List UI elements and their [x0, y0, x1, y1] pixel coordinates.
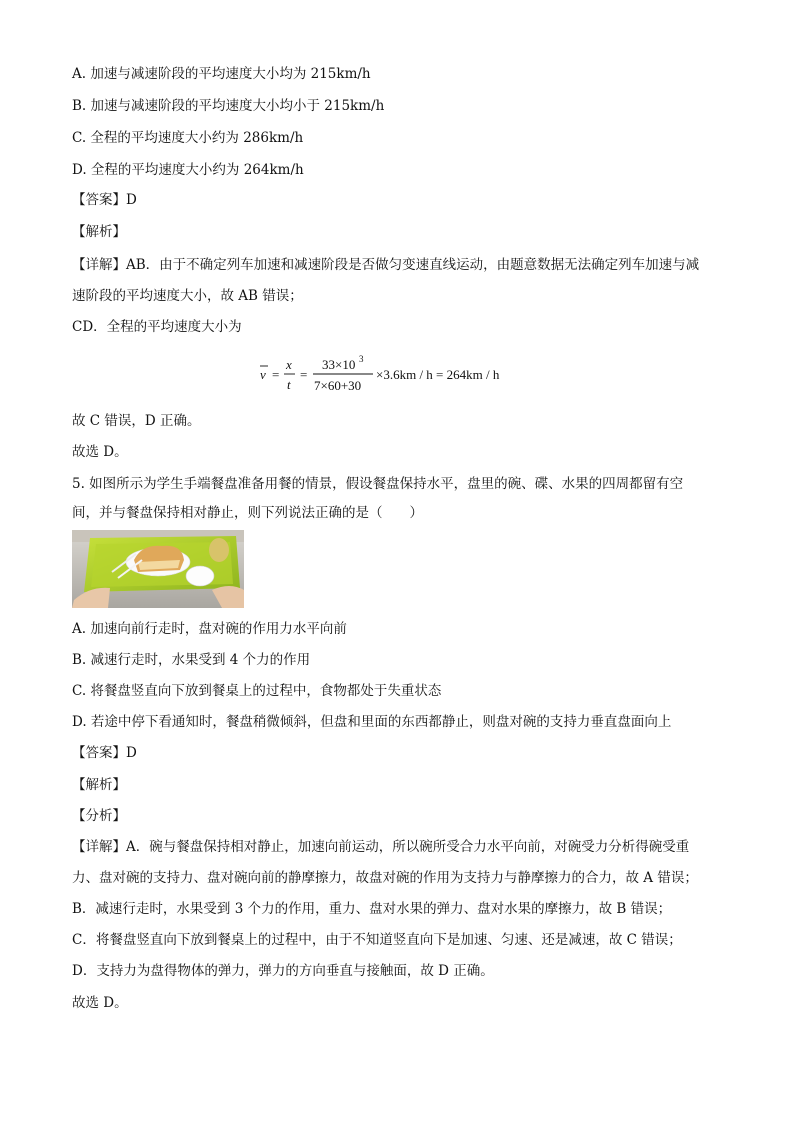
q5-stem-line-1: 5. 如图所示为学生手端餐盘准备用餐的情景，假设餐盘保持水平，盘里的碗、碟、水果的四周都留有空 [72, 476, 684, 492]
q4-option-b: B. 加速与减速阶段的平均速度大小均小于 215km/h [72, 98, 385, 114]
q4-detail-line-3: CD．全程的平均速度大小为 [72, 319, 242, 335]
q5-option-a: A. 加速向前行走时，盘对碗的作用力水平向前 [72, 621, 347, 637]
q5-detail-line-6: 故选 D。 [72, 995, 128, 1011]
q5-detail-line-4: C．将餐盘竖直向下放到餐桌上的过程中，由于不知道竖直向下是加速、匀速、还是减速，故 C 错误； [72, 932, 682, 948]
formula-v: v [260, 367, 266, 382]
formula-frac2-den: 7×60+30 [314, 378, 362, 393]
tray-photo [72, 530, 244, 608]
q5-detail-line-5: D．支持力为盘得物体的弹力，弹力的方向垂直与接触面，故 D 正确。 [72, 963, 494, 979]
q4-conclusion-1: 故 C 错误，D 正确。 [72, 413, 201, 429]
bowl [186, 566, 214, 586]
q4-detail-line-2: 速阶段的平均速度大小，故 AB 错误； [72, 288, 303, 304]
q4-detail-line-1: 【详解】AB．由于不确定列车加速和减速阶段是否做匀变速直线运动，由题意数据无法确定列车加速与减 [72, 257, 700, 273]
q5-detail-line-1: 【详解】A．碗与餐盘保持相对静止，加速向前运动，所以碗所受合力水平向前，对碗受力分析得碗受重 [72, 839, 690, 855]
average-velocity-formula [258, 352, 548, 396]
formula-tail: ×3.6km / h = 264km / h [376, 367, 500, 382]
q4-option-c: C. 全程的平均速度大小约为 286km/h [72, 130, 304, 146]
q5-detail-line-3: B．减速行走时，水果受到 3 个力的作用，重力、盘对水果的弹力、盘对水果的摩擦力，故 B 错误； [72, 901, 672, 917]
formula-frac1-num: x [286, 357, 292, 372]
q5-option-b: B. 减速行走时，水果受到 4 个力的作用 [72, 652, 311, 668]
q4-answer: 【答案】D [72, 192, 137, 208]
formula-eq-2: = [300, 367, 308, 382]
formula-frac2-num: 33×10 [322, 357, 356, 372]
q5-stem-line-2: 间，并与餐盘保持相对静止，则下列说法正确的是（ ） [72, 505, 423, 521]
q5-option-d: D. 若途中停下看通知时，餐盘稍微倾斜，但盘和里面的东西都静止，则盘对碗的支持力垂直盘面向上 [72, 714, 672, 730]
q5-answer: 【答案】D [72, 745, 137, 761]
q5-detail-line-2: 力、盘对碗的支持力、盘对碗向前的静摩擦力，故盘对碗的作用为支持力与静摩擦力的合力，故 A 错误； [72, 870, 698, 886]
formula-eq-1: = [272, 367, 280, 382]
q4-analysis-label: 【解析】 [72, 224, 126, 240]
formula-frac2-exp: 3 [359, 354, 364, 364]
pear [209, 538, 229, 562]
formula-frac1-den: t [287, 377, 291, 392]
q5-analysis-sub: 【分析】 [72, 808, 126, 824]
q5-analysis-label: 【解析】 [72, 777, 126, 793]
q5-option-c: C. 将餐盘竖直向下放到餐桌上的过程中，食物都处于失重状态 [72, 683, 442, 699]
q4-option-a: A. 加速与减速阶段的平均速度大小均为 215km/h [72, 66, 371, 82]
q4-conclusion-2: 故选 D。 [72, 444, 128, 460]
q4-option-d: D. 全程的平均速度大小约为 264km/h [72, 162, 304, 178]
